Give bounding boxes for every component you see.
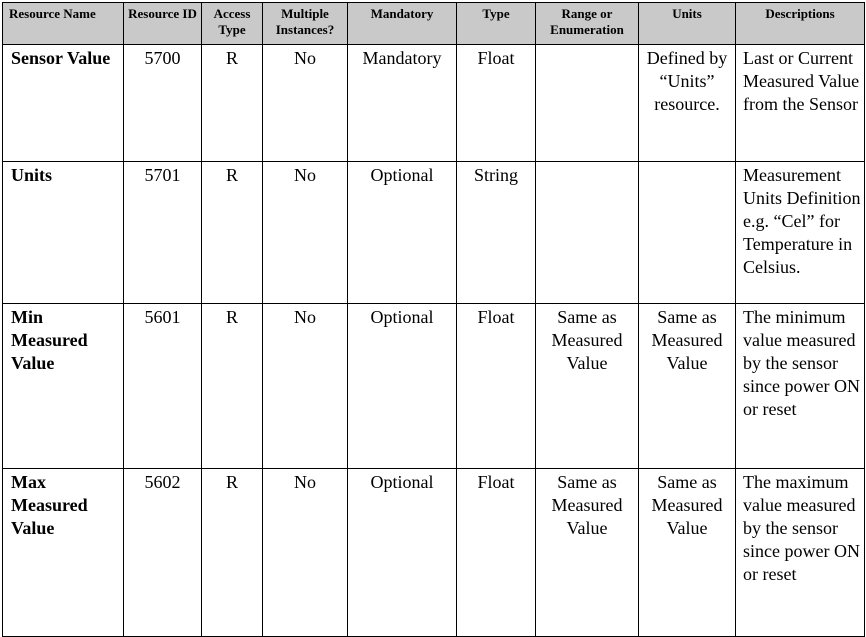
- cell-resource-id: 5701: [124, 162, 202, 304]
- cell-type: String: [457, 162, 536, 304]
- cell-range: Same as Measured Value: [536, 469, 639, 637]
- header-range-enumeration: Range or Enumeration: [536, 3, 639, 45]
- cell-units: Same as Measured Value: [639, 469, 736, 637]
- header-resource-name: Resource Name: [3, 3, 124, 45]
- cell-mandatory: Optional: [348, 304, 457, 469]
- header-resource-id: Resource ID: [124, 3, 202, 45]
- header-row: [3, 3, 865, 45]
- cell-multiple-instances: No: [263, 304, 348, 469]
- header-multiple-instances: Multiple Instances?: [263, 3, 348, 45]
- cell-range: Same as Measured Value: [536, 304, 639, 469]
- cell-type: Float: [457, 45, 536, 162]
- cell-access-type: R: [202, 304, 263, 469]
- header-units: Units: [639, 3, 736, 45]
- cell-description: The minimum value measured by the sensor since power ON or reset: [736, 304, 865, 469]
- cell-range: [536, 162, 639, 304]
- table-row: [3, 45, 865, 162]
- header-descriptions: Descriptions: [736, 3, 865, 45]
- cell-units: [639, 162, 736, 304]
- header-mandatory: Mandatory: [348, 3, 457, 45]
- cell-description: Measurement Units Definition e.g. “Cel” for Temperature in Celsius.: [736, 162, 865, 304]
- cell-resource-id: 5700: [124, 45, 202, 162]
- cell-resource-id: 5601: [124, 304, 202, 469]
- cell-mandatory: Optional: [348, 469, 457, 637]
- cell-access-type: R: [202, 45, 263, 162]
- cell-units: Defined by “Units” resource.: [639, 45, 736, 162]
- table-row: [3, 162, 865, 304]
- cell-type: Float: [457, 469, 536, 637]
- table-row: [3, 469, 865, 637]
- cell-access-type: R: [202, 162, 263, 304]
- cell-description: The maximum value measured by the sensor since power ON or reset: [736, 469, 865, 637]
- cell-mandatory: Optional: [348, 162, 457, 304]
- header-type: Type: [457, 3, 536, 45]
- cell-resource-name: Units: [3, 162, 124, 304]
- cell-multiple-instances: No: [263, 162, 348, 304]
- cell-multiple-instances: No: [263, 469, 348, 637]
- cell-description: Last or Current Measured Value from the Sensor: [736, 45, 865, 162]
- table-row: [3, 304, 865, 469]
- cell-type: Float: [457, 304, 536, 469]
- resource-table: [2, 2, 865, 637]
- header-access-type: Access Type: [202, 3, 263, 45]
- cell-resource-name: Sensor Value: [3, 45, 124, 162]
- cell-resource-name: Min Measured Value: [3, 304, 124, 469]
- cell-mandatory: Mandatory: [348, 45, 457, 162]
- cell-resource-name: Max Measured Value: [3, 469, 124, 637]
- cell-access-type: R: [202, 469, 263, 637]
- cell-resource-id: 5602: [124, 469, 202, 637]
- cell-units: Same as Measured Value: [639, 304, 736, 469]
- cell-multiple-instances: No: [263, 45, 348, 162]
- cell-range: [536, 45, 639, 162]
